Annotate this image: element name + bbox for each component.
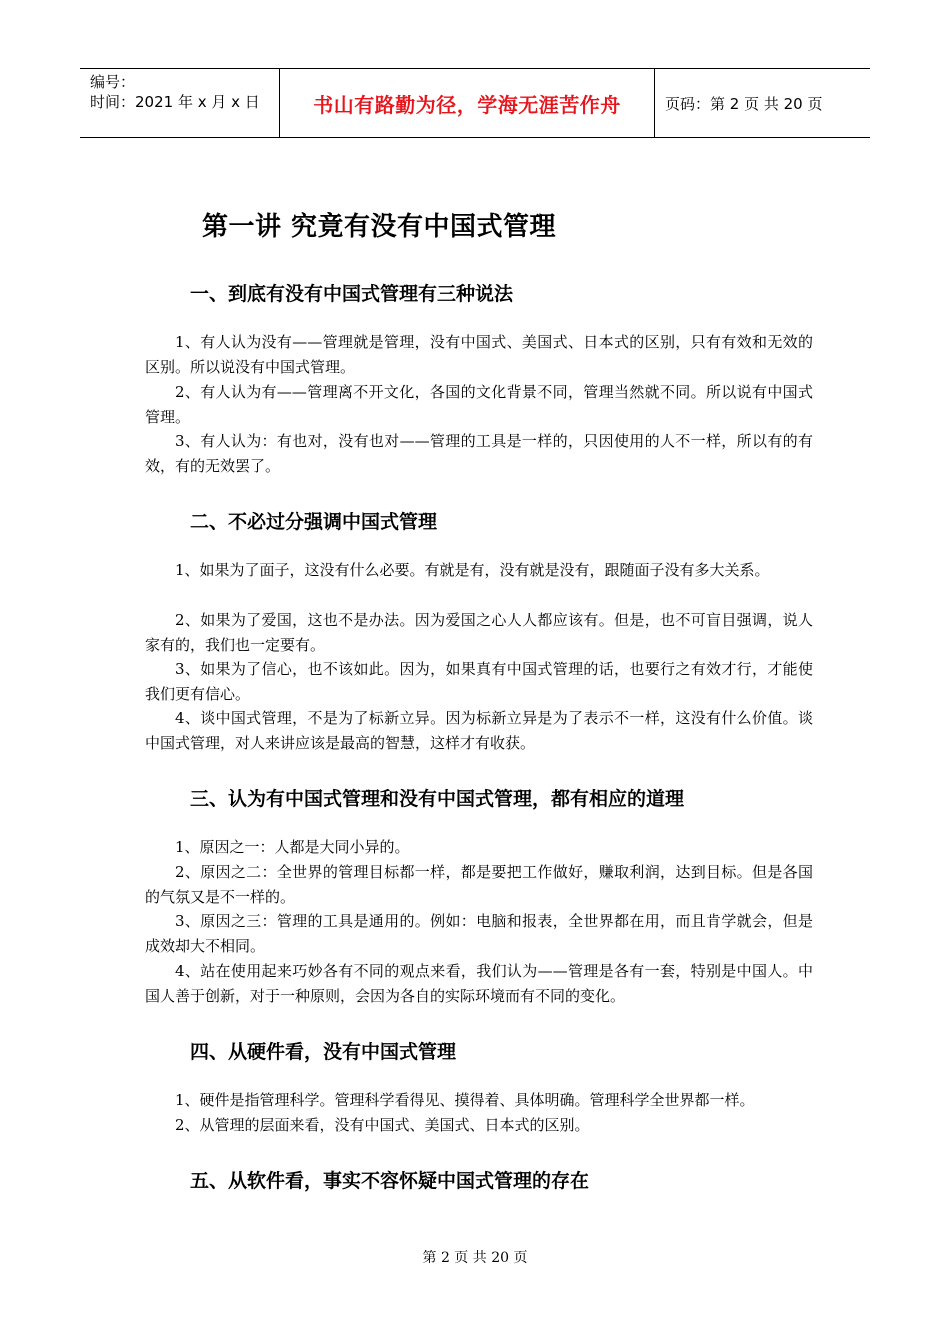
paragraph: 3、如果为了信心，也不该如此。因为，如果真有中国式管理的话，也要行之有效才行，才能使我们更有信心。: [145, 660, 813, 703]
paragraph: 1、如果为了面子，这没有什么必要。有就是有，没有就是没有，跟随面子没有多大关系。: [175, 561, 770, 579]
paragraph: 4、站在使用起来巧妙各有不同的观点来看，我们认为——管理是各有一套，特别是中国人。中国人善于创新，对于一种原则，会因为各自的实际环境而有不同的变化。: [145, 962, 813, 1005]
paragraph: 1、硬件是指管理科学。管理科学看得见、摸得着、具体明确。管理科学全世界都一样。: [175, 1091, 755, 1109]
paragraph: 2、有人认为有——管理离不开文化，各国的文化背景不同，管理当然就不同。所以说有中国式管理。: [145, 383, 813, 426]
paragraph: 3、原因之三：管理的工具是通用的。例如：电脑和报表，全世界都在用，而且肯学就会，但是成效却大不相同。: [145, 912, 813, 955]
document-number-label: 编号：: [90, 73, 136, 91]
section-heading-4: 四、从硬件看，没有中国式管理: [190, 1041, 457, 1063]
paragraph: 2、从管理的层面来看，没有中国式、美国式、日本式的区别。: [175, 1116, 590, 1134]
page-footer: 第 2 页 共 20 页: [422, 1250, 528, 1266]
paragraph: 2、原因之二：全世界的管理目标都一样，都是要把工作做好，赚取利润，达到目标。但是各国的气氛又是不一样的。: [145, 863, 813, 906]
header-page-info: 页码：第 2 页 共 20 页: [665, 94, 823, 113]
paragraph: 1、有人认为没有——管理就是管理，没有中国式、美国式、日本式的区别，只有有效和无效的区别。所以说没有中国式管理。: [145, 333, 813, 376]
paragraph: 2、如果为了爱国，这也不是办法。因为爱国之心人人都应该有。但是，也不可盲目强调，说人家有的，我们也一定要有。: [145, 611, 813, 654]
paragraph: 1、原因之一：人都是大同小异的。: [175, 838, 410, 856]
lecture-title: 第一讲 究竟有没有中国式管理: [202, 212, 557, 242]
document-time-label: 时间：2021 年 x 月 x 日: [90, 93, 260, 111]
section-heading-2: 二、不必过分强调中国式管理: [190, 511, 438, 533]
section-heading-1: 一、到底有没有中国式管理有三种说法: [190, 283, 514, 305]
header-left-cell: [80, 69, 280, 137]
header-table: [80, 68, 870, 138]
paragraph: 3、有人认为：有也对，没有也对——管理的工具是一样的，只因使用的人不一样，所以有的有效，有的无效罢了。: [145, 432, 813, 475]
header-motto: 书山有路勤为径，学海无涯苦作舟: [280, 69, 655, 137]
section-heading-5: 五、从软件看，事实不容怀疑中国式管理的存在: [190, 1170, 590, 1192]
paragraph: 4、谈中国式管理，不是为了标新立异。因为标新立异是为了表示不一样，这没有什么价值。谈中国式管理，对人来讲应该是最高的智慧，这样才有收获。: [145, 709, 813, 752]
section-heading-3: 三、认为有中国式管理和没有中国式管理，都有相应的道理: [190, 788, 685, 810]
